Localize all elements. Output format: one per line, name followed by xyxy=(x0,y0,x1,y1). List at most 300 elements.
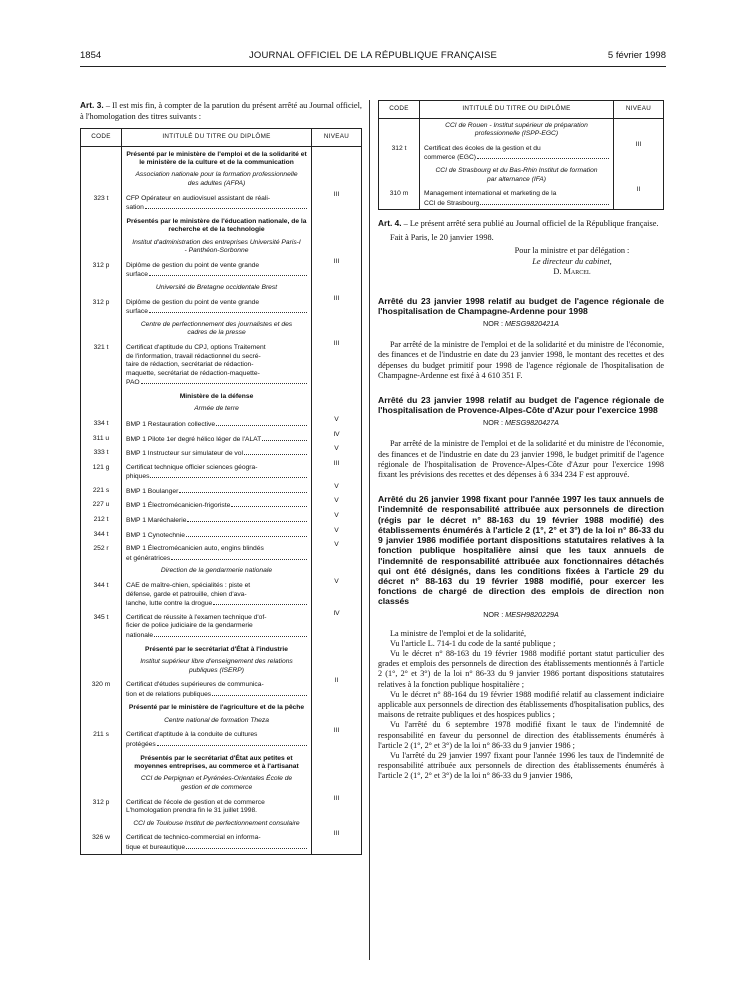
title-cell xyxy=(122,416,312,431)
title-code: 326 w xyxy=(81,830,122,854)
title-cell xyxy=(420,141,614,164)
col-header-title: INTITULÉ DU TITRE OU DIPLÔME xyxy=(122,129,312,147)
title-cell xyxy=(122,236,312,258)
title-code: 221 s xyxy=(81,483,122,498)
ministry-heading-row xyxy=(81,642,362,655)
table-row xyxy=(81,416,362,431)
title-code: 121 g xyxy=(81,460,122,483)
institution-name: Centre national de formation Theza xyxy=(164,716,269,724)
title-code xyxy=(81,817,122,831)
table-row xyxy=(379,186,664,210)
table-row xyxy=(81,727,362,750)
title-name xyxy=(424,190,609,208)
decree-body: Par arrêté de la ministre de l'emploi et de la solidarité et du ministre de l'économie, des finances et de l'industrie en date du 23 janvier 1998, le montant des recettes et des dépenses du budget primitif pour 1998 de l'agence régionale de l'hospitalisation de Champagne-Ardenne est fixé à 4 610 351 F. xyxy=(378,340,664,380)
title-code: 344 t xyxy=(81,527,122,542)
title-line xyxy=(126,531,307,541)
institution-name: Université de Bretagne occidentale Brest xyxy=(155,283,278,291)
title-code xyxy=(81,751,122,773)
title-line xyxy=(126,449,307,459)
table-row xyxy=(81,445,362,460)
title-cell xyxy=(122,714,312,728)
title-level xyxy=(312,564,362,578)
title-cell xyxy=(122,655,312,677)
nor-reference: NOR : MESG9820421A xyxy=(483,319,559,329)
title-line xyxy=(126,516,307,526)
title-level: III xyxy=(312,460,362,483)
title-cell xyxy=(122,483,312,498)
institution-name: CCI de Strasbourg et du Bas-Rhin Institut de formation par alternance (IFA) xyxy=(435,166,598,183)
title-cell xyxy=(122,168,312,190)
col-header-level: NIVEAU xyxy=(312,129,362,147)
ministry-heading: Présentés par le secrétariat d'État aux petites et moyennes entreprises, au commerce et à l'artisanat xyxy=(134,754,299,770)
title-line: Certificat de réussite à l'examen technique d'of- xyxy=(126,613,267,621)
title-level: III xyxy=(312,258,362,281)
ministry-heading-row xyxy=(81,700,362,713)
title-line xyxy=(126,843,307,853)
title-level xyxy=(614,118,664,141)
title-code xyxy=(81,236,122,258)
title-cell xyxy=(122,727,312,750)
institution-row xyxy=(81,318,362,340)
header-rule xyxy=(80,66,666,67)
institution-row xyxy=(81,281,362,295)
title-line: taire de rédaction, secrétariat de rédaction- xyxy=(126,361,254,369)
title-cell xyxy=(122,772,312,794)
title-level xyxy=(312,817,362,831)
col-header-code: CODE xyxy=(81,129,122,147)
title-cell xyxy=(122,318,312,340)
signature-name: D. Marcel xyxy=(553,267,591,277)
title-line-text: L'homologation prendra fin le 31 juillet 1998. xyxy=(126,807,258,815)
title-code: 333 t xyxy=(81,445,122,460)
title-code xyxy=(81,168,122,190)
title-name xyxy=(126,516,307,526)
title-code xyxy=(81,214,122,236)
title-line-text: BMP 1 Boulanger xyxy=(126,487,179,495)
title-cell xyxy=(420,118,614,141)
institution-row xyxy=(81,655,362,677)
decree-paragraph: La ministre de l'emploi et de la solidarité, xyxy=(390,628,527,638)
done-at: Fait à Paris, le 20 janvier 1998. xyxy=(390,232,494,242)
institution-name: CCI de Perpignan et Pyrénées-Orientales École de gestion et de commerce xyxy=(140,775,293,791)
title-line xyxy=(126,472,307,482)
institution-row xyxy=(379,118,664,141)
leader-dots xyxy=(231,501,307,507)
leader-dots xyxy=(187,516,307,522)
ministry-heading: Présenté par le secrétariat d'État à l'industrie xyxy=(145,645,288,653)
left-column xyxy=(80,100,362,855)
table-row xyxy=(81,295,362,318)
title-line: maquette, secrétariat de rédaction-maquette- xyxy=(126,369,260,377)
title-level xyxy=(312,281,362,295)
title-level: IV xyxy=(312,610,362,642)
title-line xyxy=(126,487,307,497)
institution-row xyxy=(379,164,664,186)
title-cell xyxy=(122,340,312,389)
decree-body: Par arrêté de la ministre de l'emploi et de la solidarité et du ministre de l'économie, des finances et de l'industrie en date du 23 janvier 1998, le budget primitif de l'agence régionale de l'hospitalisation de Provence-Alpes-Côte d'Azur pour l'exercice 1998 fixant les prévisions des recettes et des dépenses à 6 334 234 F est approuvé. xyxy=(378,439,664,480)
signature-line-1: Pour la ministre et par délégation : xyxy=(514,246,630,256)
article-3-label: Art. 3. xyxy=(80,100,104,110)
title-cell xyxy=(122,830,312,854)
decree-section-1 xyxy=(378,296,664,381)
ministry-heading: Ministère de la défense xyxy=(179,392,254,400)
title-line-text: nationale xyxy=(126,632,154,639)
title-cell xyxy=(122,578,312,610)
title-cell xyxy=(122,700,312,713)
col-header-title: INTITULÉ DU TITRE OU DIPLÔME xyxy=(420,101,614,119)
article-3-text: – Il est mis fin, à compter de la parution du présent arrêté au Journal officiel, à l'homologation des titres suivants : xyxy=(80,101,362,121)
title-line xyxy=(126,420,307,430)
title-line-text: phiques xyxy=(126,473,150,481)
title-line-text: surface xyxy=(126,308,148,316)
table-row xyxy=(81,512,362,527)
title-line xyxy=(126,599,307,609)
title-name xyxy=(126,195,307,213)
title-level: III xyxy=(312,727,362,750)
title-code xyxy=(81,318,122,340)
title-line: Diplôme de gestion du point de vente grande xyxy=(126,261,260,269)
institution-name: Institut supérieur libre d'enseignement des relations publiques (ISERP) xyxy=(140,658,293,674)
title-level: III xyxy=(614,141,664,164)
nor-code: MESG9820427A xyxy=(505,418,559,428)
title-level: V xyxy=(312,497,362,512)
ministry-heading-row xyxy=(81,751,362,773)
ministry-heading-row xyxy=(81,214,362,236)
right-column xyxy=(378,100,664,782)
title-line-text: et génératrices xyxy=(126,554,171,562)
nor-code: MESG9820421A xyxy=(505,319,559,329)
title-name xyxy=(126,420,307,430)
title-code: 310 m xyxy=(379,186,420,210)
leader-dots xyxy=(480,199,609,205)
title-line-text: PAO xyxy=(126,379,140,387)
title-line-text: BMP 1 Restauration collective xyxy=(126,420,216,428)
decree-title: Arrêté du 26 janvier 1998 fixant pour l'année 1997 les taux annuels de l'indemnité de responsabilité attribuée aux personnels de direction (régis par le décret n° 88-163 du 19 février 1988 modifié) des établissements énumérés à l'article 2 (1°, 2° et 3°) de la loi n° 86-33 du 9 janvier 1986 modifiée portant dispositions statutaires relatives à la fonction publique hospitalière ainsi que les taux annuels de l'indemnité de responsabilité attribuée aux fonctionnaires détachés qui ont été désignés, dans les conditions fixées à l'article 29 du décret n° 88-163 du 19 février 1988 modifié, pour exercer les fonctions de chargé de direction des emplois de direction non classés xyxy=(378,494,664,607)
page-number: 1854 xyxy=(80,50,102,61)
ministry-heading: Présenté par le ministère de l'agriculture et de la pêche xyxy=(128,704,305,712)
title-cell xyxy=(420,164,614,186)
title-cell xyxy=(122,258,312,281)
title-code: 323 t xyxy=(81,191,122,214)
title-code: 320 m xyxy=(81,677,122,700)
leader-dots xyxy=(149,270,307,276)
title-line: BMP 1 Électromécanicien auto, engins blindés xyxy=(126,545,264,553)
table-row xyxy=(81,460,362,483)
title-name xyxy=(126,501,307,511)
title-line xyxy=(126,378,307,388)
title-line-text: BMP 1 Cynotechnie xyxy=(126,531,185,539)
title-level: III xyxy=(312,191,362,214)
title-name xyxy=(126,487,307,497)
title-line: Certificat technique officier sciences géogra- xyxy=(126,463,258,471)
title-code: 252 r xyxy=(81,541,122,564)
ministry-heading: Présenté par le ministère de l'emploi et de la solidarité et le ministère de la culture et de la communication xyxy=(126,150,307,166)
title-cell xyxy=(122,497,312,512)
title-cell xyxy=(122,295,312,318)
title-name xyxy=(126,799,307,816)
title-line xyxy=(126,554,307,564)
title-level: IV xyxy=(312,431,362,446)
title-level xyxy=(312,655,362,677)
title-name xyxy=(126,299,307,317)
signature-block xyxy=(378,246,664,278)
table-row xyxy=(81,541,362,564)
table-row xyxy=(81,795,362,817)
article-3 xyxy=(80,100,362,122)
decree-paragraph: Vu le décret n° 88-164 du 19 février 1988 modifié relatif au classement indiciaire applicable aux personnels de direction des établissements d'hospitalisation publics, des maisons de retraite publiques et des hospices publics ; xyxy=(378,689,664,720)
title-line-text: sation xyxy=(126,204,144,212)
leader-dots xyxy=(262,435,307,441)
title-line xyxy=(126,435,307,445)
title-line-text: tion et de relations publiques xyxy=(126,690,212,698)
title-level: III xyxy=(312,795,362,817)
table-row xyxy=(81,431,362,446)
institution-row xyxy=(81,772,362,794)
title-code: 311 u xyxy=(81,431,122,446)
table-row xyxy=(81,610,362,642)
ministry-heading-row xyxy=(81,146,362,168)
leader-dots xyxy=(149,307,307,313)
title-line: Certificat d'études supérieures de communica- xyxy=(126,681,264,689)
title-cell xyxy=(122,817,312,831)
nor-reference: NOR : MESG9820427A xyxy=(483,418,559,428)
leader-dots xyxy=(145,203,307,209)
title-code xyxy=(81,772,122,794)
title-code: 321 t xyxy=(81,340,122,389)
title-line: défense, garde et patrouille, chien d'ava- xyxy=(126,590,247,598)
title-level xyxy=(312,700,362,713)
title-name xyxy=(126,262,307,280)
title-line: CFP Opérateur en audiovisuel assistant de réali- xyxy=(126,194,271,202)
title-code xyxy=(81,402,122,416)
decree-paragraph: Vu l'arrêté du 29 janvier 1997 fixant pour l'année 1996 les taux de l'indemnité de responsabilité attribuée aux personnels de direction des établissements énumérés à l'article 2 (1°, 2° et 3°) de la loi n° 86-33 du 9 janvier 1986, xyxy=(378,750,664,781)
leader-dots xyxy=(216,420,307,426)
title-level: V xyxy=(312,527,362,542)
signature-line-2: Le directeur du cabinet, xyxy=(532,256,612,266)
title-level: V xyxy=(312,483,362,498)
table-row xyxy=(379,141,664,164)
title-line: Certificat de technico-commercial en informa- xyxy=(126,834,261,842)
col-header-level: NIVEAU xyxy=(614,101,664,119)
table-header-row xyxy=(379,101,664,119)
title-level: III xyxy=(312,340,362,389)
title-name xyxy=(126,531,307,541)
institution-row xyxy=(81,236,362,258)
title-code: 212 t xyxy=(81,512,122,527)
title-name xyxy=(126,582,307,609)
title-cell xyxy=(122,564,312,578)
title-line xyxy=(126,203,307,213)
institution-row xyxy=(81,714,362,728)
title-line-text: tique et bureautique xyxy=(126,843,186,851)
title-level xyxy=(312,714,362,728)
table-row xyxy=(81,191,362,214)
title-code xyxy=(81,281,122,295)
article-4-text: – Le présent arrêté sera publié au Journal officiel de la République française. xyxy=(401,219,659,229)
leader-dots xyxy=(186,843,307,849)
title-level: II xyxy=(614,186,664,210)
title-code: 211 s xyxy=(81,727,122,750)
institution-name: Armée de terre xyxy=(194,405,239,413)
title-level xyxy=(312,214,362,236)
institution-name: CCI de Rouen - Institut supérieur de préparation professionnelle (ISPP-EGC) xyxy=(445,121,588,138)
title-level: V xyxy=(312,445,362,460)
table-row xyxy=(81,527,362,542)
title-line xyxy=(424,199,609,209)
title-line: Certificat de l'école de gestion et de commerce xyxy=(126,798,265,806)
title-cell xyxy=(122,431,312,446)
article-4 xyxy=(378,218,664,230)
leader-dots xyxy=(141,378,307,384)
title-line xyxy=(126,270,307,280)
title-level: II xyxy=(312,677,362,700)
title-name xyxy=(126,435,307,445)
title-cell xyxy=(122,389,312,402)
ministry-heading-row xyxy=(81,389,362,402)
title-code xyxy=(81,564,122,578)
title-level xyxy=(312,402,362,416)
journal-title: JOURNAL OFFICIEL DE LA RÉPUBLIQUE FRANÇAISE xyxy=(248,50,498,61)
leader-dots xyxy=(179,487,307,493)
institution-row xyxy=(81,402,362,416)
title-name xyxy=(126,834,307,852)
nor-code: MESH9820229A xyxy=(505,609,559,619)
title-cell xyxy=(122,751,312,773)
title-code: 345 t xyxy=(81,610,122,642)
column-separator xyxy=(369,100,370,960)
institution-name: Centre de perfectionnement des journalistes et des cadres de la presse xyxy=(140,320,293,337)
title-code xyxy=(379,164,420,186)
title-level xyxy=(312,751,362,773)
decree-title: Arrêté du 23 janvier 1998 relatif au budget de l'agence régionale de l'hospitalisation de Provence-Alpes-Côte d'Azur pour l'exercice 1998 xyxy=(378,395,664,416)
institution-name: Institut d'administration des entreprises Université Paris-I - Panthéon-Sorbonne xyxy=(132,238,301,255)
title-line-text: lanche, lutte contre la drogue xyxy=(126,600,213,608)
titles-table-right-body xyxy=(379,118,664,210)
table-row xyxy=(81,677,362,700)
title-line-text: CCI de Strasbourg xyxy=(424,199,480,207)
title-name xyxy=(126,614,307,641)
title-code xyxy=(81,642,122,655)
leader-dots xyxy=(157,740,307,746)
title-cell xyxy=(122,445,312,460)
title-line: de l'information, travail rédactionnel du secré- xyxy=(126,352,261,360)
title-cell xyxy=(122,191,312,214)
title-line-text: BMP 1 Instructeur sur simulateur de vol xyxy=(126,450,243,458)
decree-section-3 xyxy=(378,494,664,781)
title-code xyxy=(379,118,420,141)
leader-dots xyxy=(213,599,307,605)
title-cell xyxy=(122,795,312,817)
leader-dots xyxy=(477,153,609,159)
title-code xyxy=(81,146,122,168)
title-level xyxy=(312,168,362,190)
title-line xyxy=(424,153,609,163)
title-line: Certificat d'aptitude à la conduite de cultures xyxy=(126,731,258,739)
table-row xyxy=(81,497,362,512)
title-cell xyxy=(122,541,312,564)
title-cell xyxy=(122,677,312,700)
title-line-text: protégées xyxy=(126,740,156,748)
title-code: 312 p xyxy=(81,295,122,318)
title-code xyxy=(81,389,122,402)
ministry-heading: Présentés par le ministère de l'éducation nationale, de la recherche et de la technologie xyxy=(126,217,307,234)
title-name xyxy=(126,449,307,459)
title-level xyxy=(312,772,362,794)
title-line: CAE de maître-chien, spécialités : piste et xyxy=(126,582,251,590)
title-cell xyxy=(122,642,312,655)
title-cell xyxy=(420,186,614,210)
nor-reference: NOR : MESH9820229A xyxy=(483,609,559,619)
title-code xyxy=(81,714,122,728)
leader-dots xyxy=(212,690,307,696)
title-cell xyxy=(122,512,312,527)
table-header-row xyxy=(81,129,362,147)
decree-paragraph: Vu le décret n° 88-163 du 19 février 1988 modifié portant statut particulier des grades et emplois des personnels de direction des établissements mentionnés à l'article 2 (1°, 2° et 3°) de la loi n° 86-33 du 9 janvier 1986 portant dispositions statutaires relatives à la fonction publique hospitalière ; xyxy=(378,648,664,689)
title-cell xyxy=(122,460,312,483)
title-code: 312 p xyxy=(81,795,122,817)
title-level xyxy=(312,146,362,168)
issue-date: 5 février 1998 xyxy=(607,50,666,61)
decree-paragraph: Vu l'arrêté du 6 septembre 1978 modifié fixant le taux de l'indemnité de responsabilité en faveur du personnel de direction des établissements énumérés à l'article 2 (1°, 2° et 3°) de la loi n° 86-33 du 9 janvier 1986 ; xyxy=(378,720,664,750)
decree-paragraph: Vu l'article L. 714-1 du code de la santé publique ; xyxy=(390,638,556,648)
title-line xyxy=(126,740,307,750)
title-name xyxy=(424,145,609,163)
title-cell xyxy=(122,281,312,295)
institution-name: CCI de Toulouse Institut de perfectionnement consulaire xyxy=(133,819,300,827)
title-name xyxy=(126,681,307,699)
title-line: Diplôme de gestion du point de vente grande xyxy=(126,298,260,306)
title-line: Certificat d'aptitude du CPJ, options Traitement xyxy=(126,343,266,351)
titles-table-right xyxy=(378,100,664,210)
col-header-code: CODE xyxy=(379,101,420,119)
leader-dots xyxy=(244,449,307,455)
title-line-text: BMP 1 Pilote 1er degré hélico léger de l'ALAT xyxy=(126,435,262,443)
institution-row xyxy=(81,168,362,190)
title-level: V xyxy=(312,512,362,527)
title-cell xyxy=(122,402,312,416)
title-name xyxy=(126,464,307,482)
title-line-text: BMP 1 Maréchalerie xyxy=(126,517,187,525)
title-line xyxy=(126,307,307,317)
title-level: III xyxy=(312,830,362,854)
title-line xyxy=(126,501,307,511)
title-cell xyxy=(122,214,312,236)
title-name xyxy=(126,731,307,749)
titles-table-left-body xyxy=(81,146,362,854)
decree-title: Arrêté du 23 janvier 1998 relatif au budget de l'agence régionale de l'hospitalisation de Champagne-Ardenne pour 1998 xyxy=(378,295,664,317)
leader-dots xyxy=(171,554,307,560)
title-line-text: BMP 1 Électromécanicien-frigoriste xyxy=(126,502,231,510)
title-level: V xyxy=(312,416,362,431)
table-row xyxy=(81,578,362,610)
title-line: ficier de police judiciaire de la gendarmerie xyxy=(126,622,253,630)
institution-name: Direction de la gendarmerie nationale xyxy=(160,567,273,575)
title-cell xyxy=(122,527,312,542)
title-line xyxy=(126,807,307,816)
leader-dots xyxy=(154,631,307,637)
institution-row xyxy=(81,564,362,578)
article-4-label: Art. 4. xyxy=(378,218,402,229)
table-row xyxy=(81,258,362,281)
decree-body xyxy=(378,629,664,782)
table-row xyxy=(81,830,362,854)
leader-dots xyxy=(150,472,307,478)
title-line: Certificat des écoles de la gestion et du xyxy=(424,144,541,152)
title-code xyxy=(81,655,122,677)
title-cell xyxy=(122,610,312,642)
table-row xyxy=(81,340,362,389)
title-code: 344 t xyxy=(81,578,122,610)
